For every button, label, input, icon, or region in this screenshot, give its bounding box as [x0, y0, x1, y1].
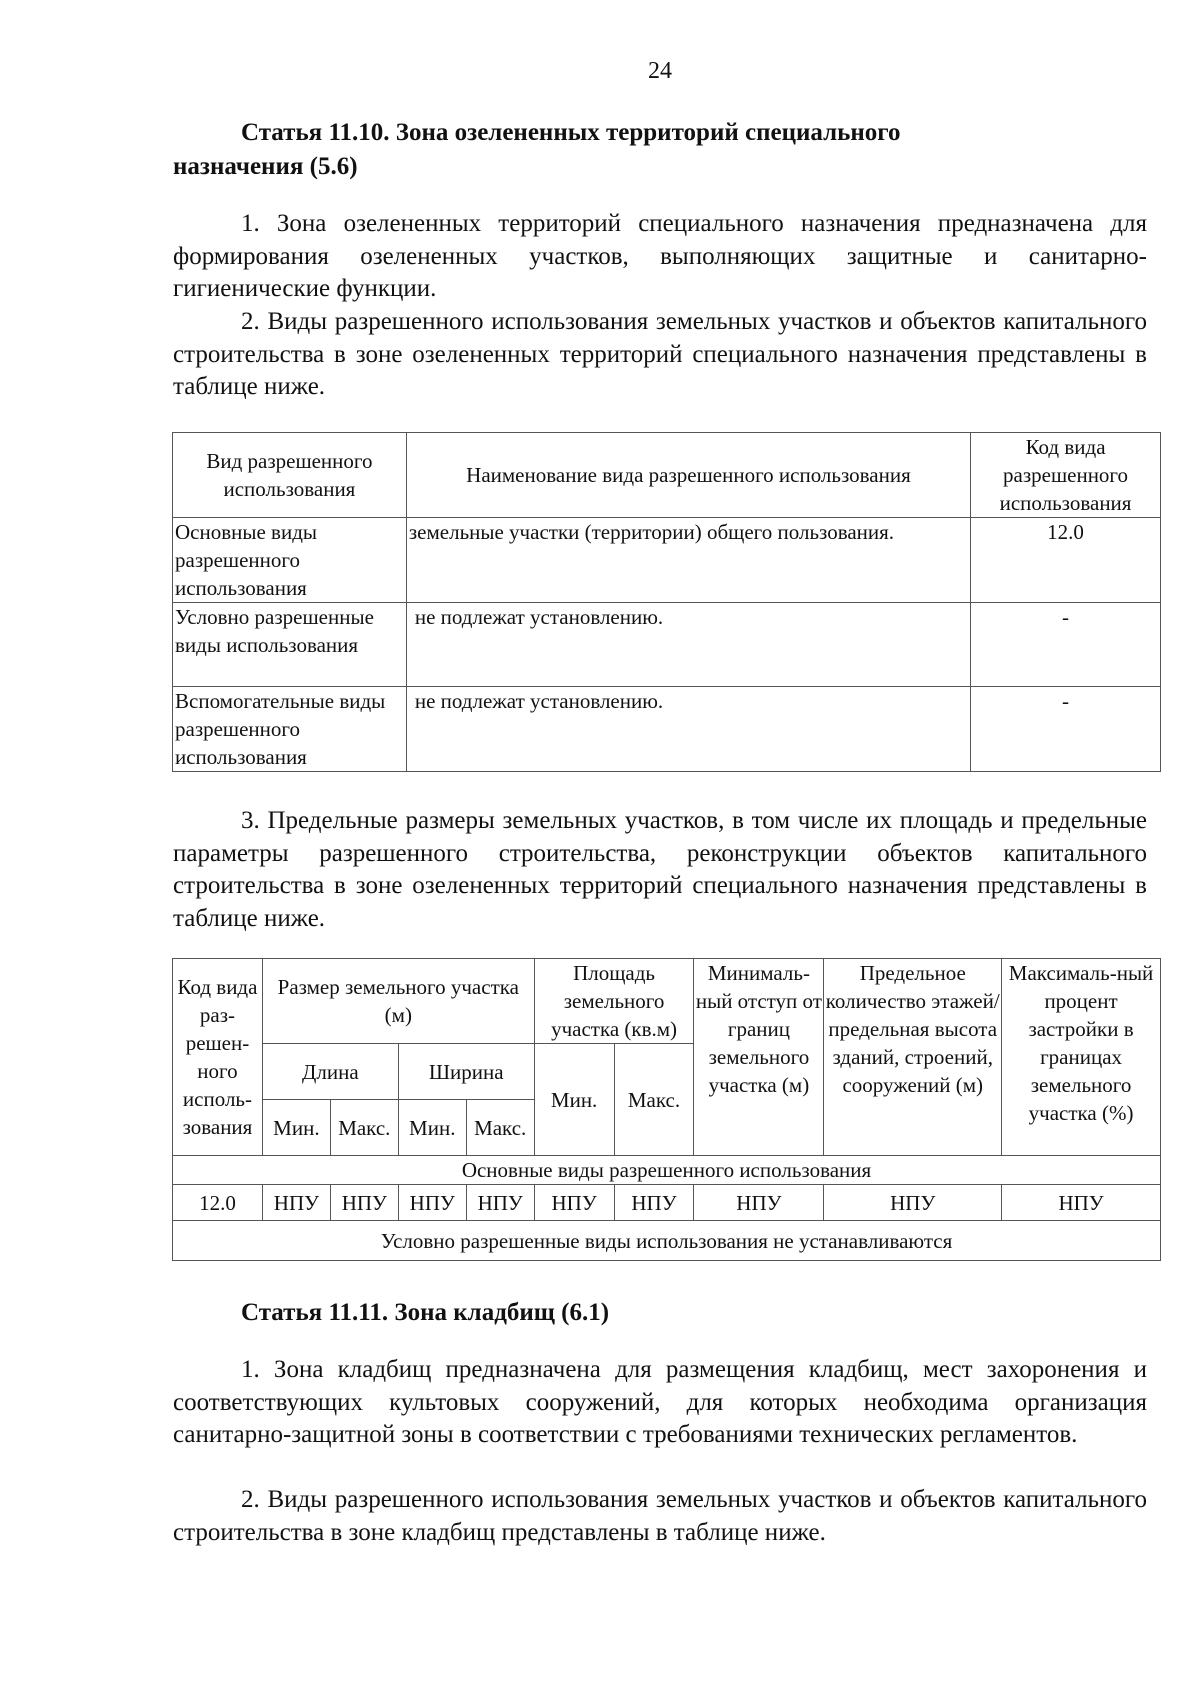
article-11-10-para-2: 2. Виды разрешенного использования земельных участков и объектов капитального строительства в зоне озелененных территорий специального назначения представлены в таблице ниже. [173, 308, 1147, 400]
table-row [173, 687, 1161, 772]
parameters-table [172, 958, 1161, 1261]
table-row [173, 603, 1161, 687]
table2-cell: НПУ [614, 1185, 694, 1221]
table2-header-area: Площадь земельного участка (кв.м) [534, 959, 694, 1044]
table2-cell: 12.0 [173, 1185, 263, 1221]
article-11-10-heading-line2: назначения (5.6) [173, 153, 358, 180]
table2-section-main: Основные виды разрешенного использования [173, 1156, 1161, 1185]
page-number: 24 [648, 58, 672, 84]
table2-header-percent: Максималь-ный процент застройки в границах земельного участка (%) [1002, 959, 1161, 1156]
table2-footer: Условно разрешенные виды использования не устанавливаются [173, 1221, 1161, 1261]
table1-cell-name: не подлежат установлению. [406, 603, 970, 687]
article-11-11-para-2: 2. Виды разрешенного использования земельных участков и объектов капитального строительства в зоне кладбищ представлены в таблице ниже. [173, 1486, 1147, 1546]
table2-header-area-max: Макс. [614, 1044, 694, 1156]
table2-cell: НПУ [1002, 1185, 1161, 1221]
table2-header-width-max: Макс. [466, 1100, 534, 1156]
table2-cell: НПУ [262, 1185, 330, 1221]
table-row [173, 1185, 1161, 1221]
table1-header-code: Код вида разрешенного использования [971, 433, 1161, 518]
table2-cell: НПУ [534, 1185, 614, 1221]
table2-cell: НПУ [330, 1185, 398, 1221]
table2-header-floors: Предельное количество этажей/ предельная высота зданий, строений, сооружений (м) [824, 959, 1002, 1156]
table1-header-name: Наименование вида разрешенного использования [406, 433, 970, 518]
table1-cell-type: Вспомогательные виды разрешенного использования [173, 687, 407, 772]
table2-header-width: Ширина [398, 1044, 534, 1100]
table2-header-length-max: Макс. [330, 1100, 398, 1156]
table2-cell: НПУ [694, 1185, 824, 1221]
article-11-10-para-3: 3. Предельные размеры земельных участков, в том числе их площадь и предельные параметры разрешенного строительства, реконструкции объектов капитального строительства в зоне озелененных территорий специального назначения представлены в таблице ниже. [173, 807, 1147, 932]
table2-cell: НПУ [466, 1185, 534, 1221]
table2-header-length-min: Мин. [262, 1100, 330, 1156]
table1-cell-type: Основные виды разрешенного использования [173, 518, 407, 603]
article-11-11-heading: Статья 11.11. Зона кладбищ (6.1) [241, 1299, 610, 1326]
table2-cell: НПУ [398, 1185, 466, 1221]
table1-cell-name: не подлежат установлению. [406, 687, 970, 772]
article-11-10-para-1: 1. Зона озелененных территорий специального назначения предназначена для формирования озелененных участков, выполняющих защитные и санитарно-гигиенические функции. [173, 210, 1147, 302]
table-row [173, 518, 1161, 603]
table2-header-width-min: Мин. [398, 1100, 466, 1156]
article-11-11-para-1: 1. Зона кладбищ предназначена для размещения кладбищ, мест захоронения и соответствующих культовых сооружений, для которых необходима организация санитарно-защитной зоны в соответствии с требованиями технических регламентов. [173, 1356, 1147, 1448]
table1-cell-type: Условно разрешенные виды использования [173, 603, 407, 687]
table2-header-code: Код вида раз-решен-ного исполь-зования [173, 959, 263, 1156]
table1-cell-name: земельные участки (территории) общего пользования. [406, 518, 970, 603]
table1-cell-code: - [971, 603, 1161, 687]
article-11-10-heading-line1: Статья 11.10. Зона озелененных территорий специального [241, 119, 901, 146]
table1-cell-code: - [971, 687, 1161, 772]
table1-cell-code: 12.0 [971, 518, 1161, 603]
table2-header-length: Длина [262, 1044, 398, 1100]
table2-cell: НПУ [824, 1185, 1002, 1221]
table2-header-area-min: Мин. [534, 1044, 614, 1156]
table2-header-size: Размер земельного участка (м) [262, 959, 534, 1044]
table2-header-setback: Минималь-ный отступ от границ земельного участка (м) [694, 959, 824, 1156]
permitted-use-table [172, 432, 1161, 772]
table1-header-type: Вид разрешенного использования [173, 433, 407, 518]
